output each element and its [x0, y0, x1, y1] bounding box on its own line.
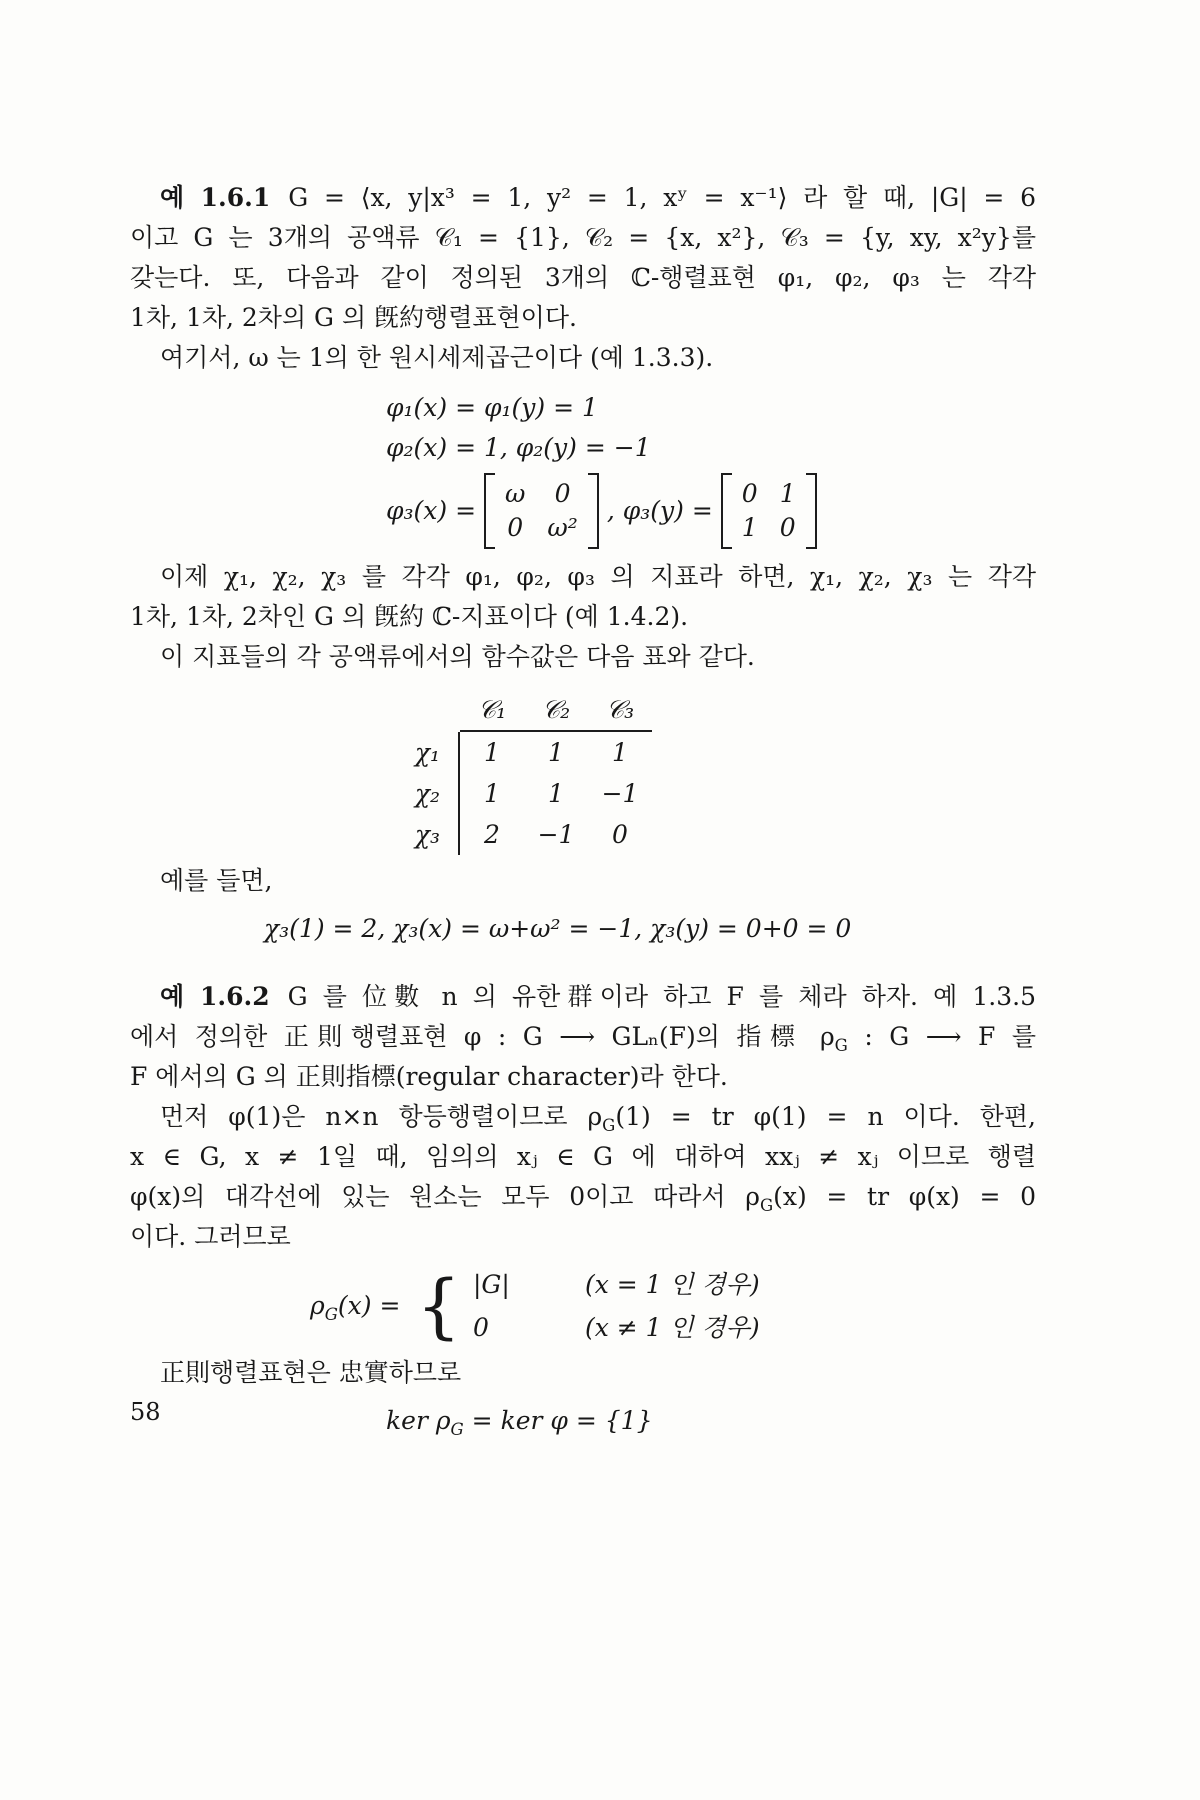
formula-regular-character-cases: [310, 1263, 1036, 1349]
text-line: 이고 G 는 3개의 공액류 𝒞₁ = {1}, 𝒞₂ = {x, x²}, 𝒞₃ = {y, xy, x²y}를: [130, 223, 1036, 252]
text-line: 이제 χ₁, χ₂, χ₃ 를 각각 φ₁, φ₂, φ₃ 의 지표라 하면, χ₁, χ₂, χ₃ 는 각각: [160, 562, 1036, 591]
text-line: [130, 1177, 1036, 1217]
formula-fragment: = ker φ = {1}: [463, 1406, 653, 1435]
text-line: 正則행렬표현은 忠實하므로: [160, 1358, 462, 1387]
example-1-statement: G = ⟨x, y|x³ = 1, y² = 1, xʸ = x⁻¹⟩ 라 할 때, |G| = 6: [288, 183, 1036, 212]
table-corner-cell: [398, 689, 460, 732]
example-2-statement: G 를 位數 n 의 유한群이라 하고 F 를 체라 하자. 예 1.3.5: [287, 982, 1036, 1011]
text-line: [130, 1017, 1036, 1057]
formula-fragment: ker ρ: [386, 1406, 451, 1435]
formula-chi-values: χ₃(1) = 2, χ₃(x) = ω+ω² = −1, χ₃(y) = 0+0 = 0: [264, 914, 852, 943]
formula-fragment: : G ⟶ F 를: [847, 1022, 1037, 1051]
table-cell: −1: [537, 820, 575, 849]
display-formulas-phi: [386, 388, 1036, 549]
table-cell: 1: [548, 779, 564, 808]
table-cell: −1: [601, 779, 639, 808]
table-row-label: χ₂: [398, 773, 460, 814]
matrix-entries: [732, 473, 806, 549]
left-bracket-icon: [484, 473, 495, 549]
cases-grid: [473, 1263, 760, 1349]
matrix-phi3-x: [484, 473, 599, 549]
subscript-G: G: [834, 1036, 848, 1055]
page-number: 58: [130, 1398, 161, 1426]
case-condition: (x = 1 인 경우): [584, 1270, 760, 1299]
subscript-G: G: [759, 1196, 774, 1215]
right-bracket-icon: [588, 473, 599, 549]
formula-ker: [386, 1401, 1036, 1441]
text-line: 여기서, ω 는 1의 한 원시세제곱근이다 (예 1.3.3).: [160, 343, 714, 372]
formula-fragment: φ(x)의 대각선에 있는 원소는 모두 0이고 따라서 ρ: [130, 1182, 760, 1211]
matrix-entry: 0: [741, 479, 758, 508]
matrix-entry: ω²: [547, 513, 578, 542]
table-cell: 0: [612, 820, 628, 849]
matrix-entries: [495, 473, 588, 549]
table-cell: 1: [484, 779, 500, 808]
case-value: |G|: [472, 1270, 510, 1299]
text-line: F 에서의 G 의 正則指標(regular character)라 한다.: [130, 1062, 728, 1091]
subscript-G: G: [324, 1305, 338, 1324]
table-cell: 2: [484, 820, 500, 849]
text-line: x ∈ G, x ≠ 1일 때, 임의의 xⱼ ∈ G 에 대하여 xxⱼ ≠ xⱼ 이므로 행렬: [130, 1142, 1036, 1171]
formula-fragment: (x) =: [337, 1291, 401, 1320]
table-col-header: 𝒞₂: [524, 689, 588, 732]
matrix-entry: 1: [779, 479, 796, 508]
formula-phi3: [386, 473, 1036, 549]
text-line: 1차, 1차, 2차인 G 의 旣約 ℂ-지표이다 (예 1.4.2).: [130, 602, 689, 631]
formula-fragment: (x) = tr φ(x) = 0: [773, 1182, 1036, 1211]
formula-fragment: , φ₃(y) =: [606, 496, 713, 525]
table-col-header: 𝒞₃: [588, 689, 652, 732]
example-1: [130, 178, 1036, 949]
matrix-entry: 0: [507, 513, 524, 542]
table-cell: 1: [484, 738, 500, 767]
matrix-entry: 0: [779, 513, 796, 542]
table-row-label: χ₃: [398, 814, 460, 855]
matrix-entry: 1: [741, 513, 758, 542]
text-line: [130, 1097, 1036, 1137]
case-condition: (x ≠ 1 인 경우): [584, 1313, 760, 1342]
example-2-label: 예 1.6.2: [160, 982, 270, 1011]
matrix-phi3-y: [721, 473, 817, 549]
text-line: 예를 들면,: [160, 866, 273, 895]
formula-fragment: 에서 정의한 正則행렬표현 φ : G ⟶ GLₙ(F)의 指標 ρ: [130, 1022, 835, 1051]
matrix-entry: ω: [505, 479, 526, 508]
text-line: 갖는다. 또, 다음과 같이 정의된 3개의 ℂ-행렬표현 φ₁, φ₂, φ₃ 는 각각: [130, 263, 1036, 292]
table-cell: 1: [548, 738, 564, 767]
subscript-G: G: [602, 1116, 616, 1135]
text-line: 이 지표들의 각 공액류에서의 함수값은 다음 표와 같다.: [160, 642, 755, 671]
example-1-label: 예 1.6.1: [160, 183, 271, 212]
text-line: 1차, 1차, 2차의 G 의 旣約행렬표현이다.: [130, 303, 577, 332]
formula-phi2: φ₂(x) = 1, φ₂(y) = −1: [386, 433, 651, 462]
text-line: 이다. 그러므로: [130, 1222, 291, 1251]
subscript-G: G: [450, 1420, 464, 1439]
matrix-entry: 0: [554, 479, 571, 508]
example-2: [130, 977, 1036, 1441]
formula-fragment: ρ: [310, 1291, 325, 1320]
left-brace-icon: {: [416, 1265, 461, 1347]
character-table: [398, 689, 652, 855]
table-col-header: 𝒞₁: [460, 689, 524, 732]
table-row-label: χ₁: [398, 732, 460, 773]
right-bracket-icon: [806, 473, 817, 549]
example-1-heading-line: [130, 178, 1036, 218]
page-content: [130, 178, 1036, 1441]
left-bracket-icon: [721, 473, 732, 549]
formula-fragment: 먼저 φ(1)은 n×n 항등행렬이므로 ρ: [160, 1102, 603, 1131]
formula-fragment: φ₃(x) =: [386, 496, 477, 525]
example-2-heading-line: [130, 977, 1036, 1017]
case-value: 0: [472, 1313, 489, 1342]
table-cell: 1: [612, 738, 628, 767]
cases-lhs: [310, 1286, 400, 1326]
formula-phi1: φ₁(x) = φ₁(y) = 1: [386, 393, 598, 422]
formula-fragment: (1) = tr φ(1) = n 이다. 한편,: [615, 1102, 1036, 1131]
